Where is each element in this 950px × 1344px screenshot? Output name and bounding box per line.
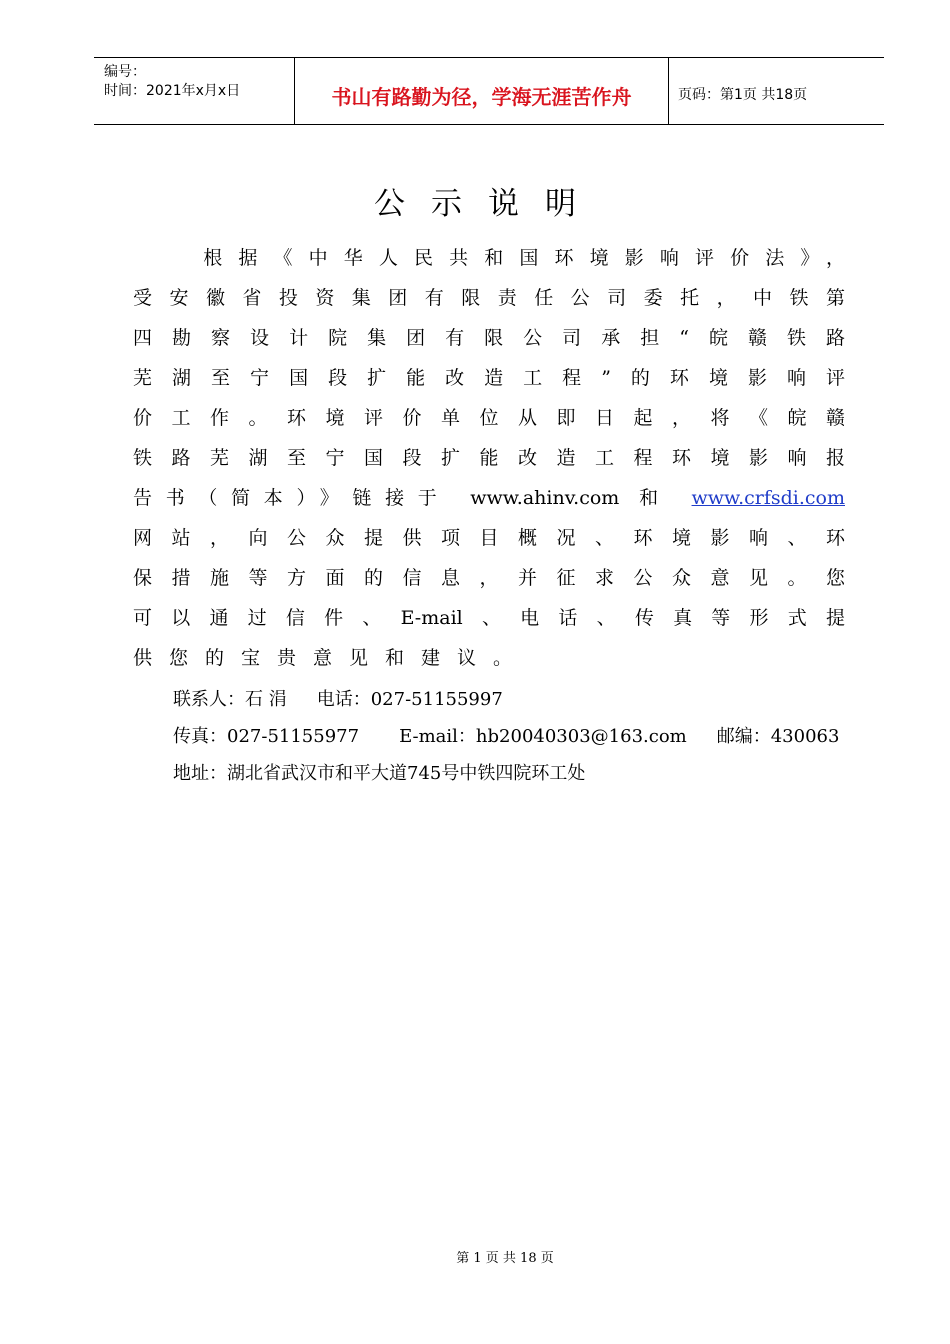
header-page-cell (669, 58, 884, 124)
document-number-label: 编号： (104, 64, 146, 80)
contact-person: 联系人：石 涓 (173, 689, 287, 710)
body-line-8: 网站，向公众提供项目概况、环境影响、环 (133, 527, 845, 549)
body-line-7 (133, 478, 845, 518)
header-meta-cell (94, 58, 295, 124)
link-and-text: 和 (639, 487, 672, 509)
contact-fax: 传真：027-51155977 (173, 726, 360, 747)
notice-body (133, 238, 845, 678)
header-page-info: 页码：第1页 共18页 (678, 87, 808, 103)
contact-row-2 (173, 718, 839, 755)
header-motto: 书山有路勤为径，学海无涯苦作舟 (331, 85, 632, 109)
body-line-3: 四勘察设计院集团有限公司承担“皖赣铁路 (133, 327, 845, 349)
contact-row-3 (173, 755, 839, 792)
contact-phone: 电话：027-51155997 (316, 689, 503, 710)
body-line-9: 保措施等方面的信息，并征求公众意见。您 (133, 567, 845, 589)
body-line-4: 芜湖至宁国段扩能改造工程”的环境影响评 (133, 367, 845, 389)
body-line-6: 铁路芜湖至宁国段扩能改造工程环境影响报 (133, 447, 845, 469)
body-line-10: 可以通过信件、E-mail、电话、传真等形式提 (133, 607, 845, 629)
page-header (94, 57, 884, 125)
body-line-7-text: 告书（简本）》链接于 (133, 487, 451, 509)
contact-email: E-mail：hb20040303@163.com (399, 726, 687, 747)
contact-address: 地址：湖北省武汉市和平大道745号中铁四院环工处 (173, 763, 586, 784)
url-ahinv: www.ahinv.com (470, 487, 620, 509)
url-crfsdi-link[interactable]: www.crfsdi.com (691, 487, 845, 509)
body-line-1: 根据《中华人民共和国环境影响评价法》， (133, 247, 845, 269)
contact-row-1 (173, 681, 839, 718)
document-title: 公示说明 (374, 186, 602, 222)
body-line-5: 价工作。环境评价单位从即日起，将《皖赣 (133, 407, 845, 429)
page-footer: 第 1 页 共 18 页 (456, 1251, 554, 1266)
body-line-2: 受安徽省投资集团有限责任公司委托，中铁第 (133, 287, 845, 309)
contact-zip: 邮编：430063 (716, 726, 840, 747)
document-time-label: 时间：2021年x月x日 (104, 83, 241, 99)
body-line-11: 供您的宝贵意见和建议。 (133, 647, 530, 669)
contact-block (173, 681, 839, 792)
header-motto-cell (295, 58, 669, 124)
